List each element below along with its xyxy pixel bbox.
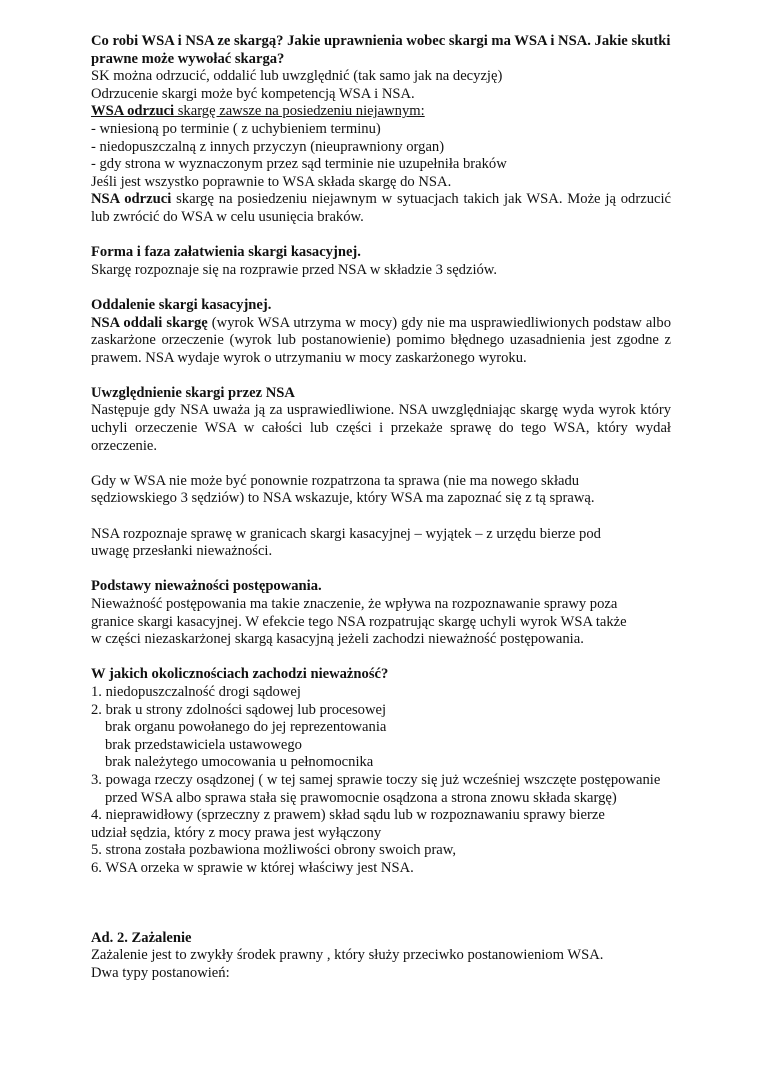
paragraph-line: Gdy w WSA nie może być ponownie rozpatrzona ta sprawa (nie ma nowego składu [91,472,580,489]
paragraph [91,191,671,226]
list-item: 1. niedopuszczalność drogi sądowej [91,683,301,700]
paragraph [91,315,671,368]
spacer [91,455,671,473]
paragraph: SK można odrzucić, oddalić lub uwzględnić (tak samo jak na decyzję) [91,68,503,85]
spacer [91,508,671,526]
list-item: 5. strona została pozbawiona możliwości obrony swoich praw, [91,842,457,859]
list-item-continuation: udział sędzia, który z mocy prawa jest wyłączony [91,824,382,841]
paragraph-line: uwagę przesłanki nieważności. [91,543,273,560]
list-subitem: brak należytego umocowania u pełnomocnika [105,754,374,771]
paragraph-line: granice skargi kasacyjnej. W efekcie tego NSA rozpatrując skargę uchyli wyrok WSA także [91,613,627,630]
list-item: 3. powaga rzeczy osądzonej ( w tej samej sprawie toczy się już wcześniej wszczęte postępowanie przed WSA albo sprawa stała się prawomocnie osądzona a strona znowu składa skargę) [91,771,661,806]
spacer [91,649,671,667]
section-heading: Co robi WSA i NSA ze skargą? Jakie uprawnienia wobec skargi ma WSA i NSA. Jakie skutki prawne może wywołać skarga? [91,33,671,67]
spacer [91,279,671,297]
list-item: 4. nieprawidłowy (sprzeczny z prawem) skład sądu lub w rozpoznawaniu sprawy bierze [91,807,605,824]
paragraph: Skargę rozpoznaje się na rozprawie przed NSA w składzie 3 sędziów. [91,261,498,278]
paragraph: Zażalenie jest to zwykły środek prawny , który służy przeciwko postanowieniom WSA. [91,947,604,964]
paragraph [91,103,671,121]
bold-lead: NSA oddali skargę [91,314,208,331]
text-run: skargę na posiedzeniu niejawnym w sytuacjach takich jak WSA. Może ją odrzucić lub zwrócić do WSA w celu usunięcia braków. [91,191,672,225]
text-run: (wyrok WSA utrzyma w mocy) gdy nie ma usprawiedliwionych podstaw albo zaskarżone orzeczenie (wyrok lub postanowienie) pomimo błędnego uzasadnienia jest zgodne z prawem. NSA wydaje wyrok o utrzymaniu w mocy zaskarżonego wyroku. [91,314,671,366]
paragraph-line: w części niezaskarżonej skargą kasacyjną jeżeli zachodzi nieważność postępowania. [91,631,584,648]
list-item: 6. WSA orzeka w sprawie w której właściwy jest NSA. [91,859,414,876]
section-heading: Ad. 2. Zażalenie [91,929,192,946]
paragraph-line: sędziowskiego 3 sędziów) to NSA wskazuje, który WSA ma zapoznać się z tą sprawą. [91,490,595,507]
list-item: - wniesioną po terminie ( z uchybieniem terminu) [91,120,381,137]
spacer [91,878,671,930]
section-heading: Forma i faza załatwienia skargi kasacyjnej. [91,244,361,261]
spacer [91,367,671,385]
list-item: - gdy strona w wyznaczonym przez sąd terminie nie uzupełniła braków [91,156,507,173]
paragraph-line: Nieważność postępowania ma takie znaczenie, że wpływa na rozpoznawanie sprawy poza [91,596,618,612]
paragraph: Odrzucenie skargi może być kompetencją WSA i NSA. [91,85,415,102]
list-item: 2. brak u strony zdolności sądowej lub procesowej [91,701,387,718]
document-body [91,33,671,982]
bold-lead: NSA odrzuci [91,191,172,208]
paragraph: Następuje gdy NSA uważa ją za usprawiedliwione. NSA uwzględniając skargę wyda wyrok który uchyli orzeczenie WSA w całości lub części i przekaże sprawę do tego WSA, który wydał orzeczenie. [91,402,671,454]
section-heading: Uwzględnienie skargi przez NSA [91,384,295,401]
paragraph: Dwa typy postanowień: [91,964,230,981]
section-heading: Podstawy nieważności postępowania. [91,578,322,595]
spacer [91,561,671,579]
list-subitem: brak przedstawiciela ustawowego [105,736,302,753]
section-heading: Oddalenie skargi kasacyjnej. [91,296,272,313]
section-heading: W jakich okolicznościach zachodzi nieważność? [91,666,389,683]
list-item: - niedopuszczalną z innych przyczyn (nieuprawniony organ) [91,138,445,155]
bold-lead: WSA odrzuci [91,103,175,120]
paragraph-line: NSA rozpoznaje sprawę w granicach skargi kasacyjnej – wyjątek – z urzędu bierze pod [91,525,601,542]
paragraph: Jeśli jest wszystko poprawnie to WSA składa skargę do NSA. [91,173,452,190]
list-subitem: brak organu powołanego do jej reprezentowania [105,719,387,736]
spacer [91,227,671,245]
text-run: skargę zawsze na posiedzeniu niejawnym: [174,103,425,120]
